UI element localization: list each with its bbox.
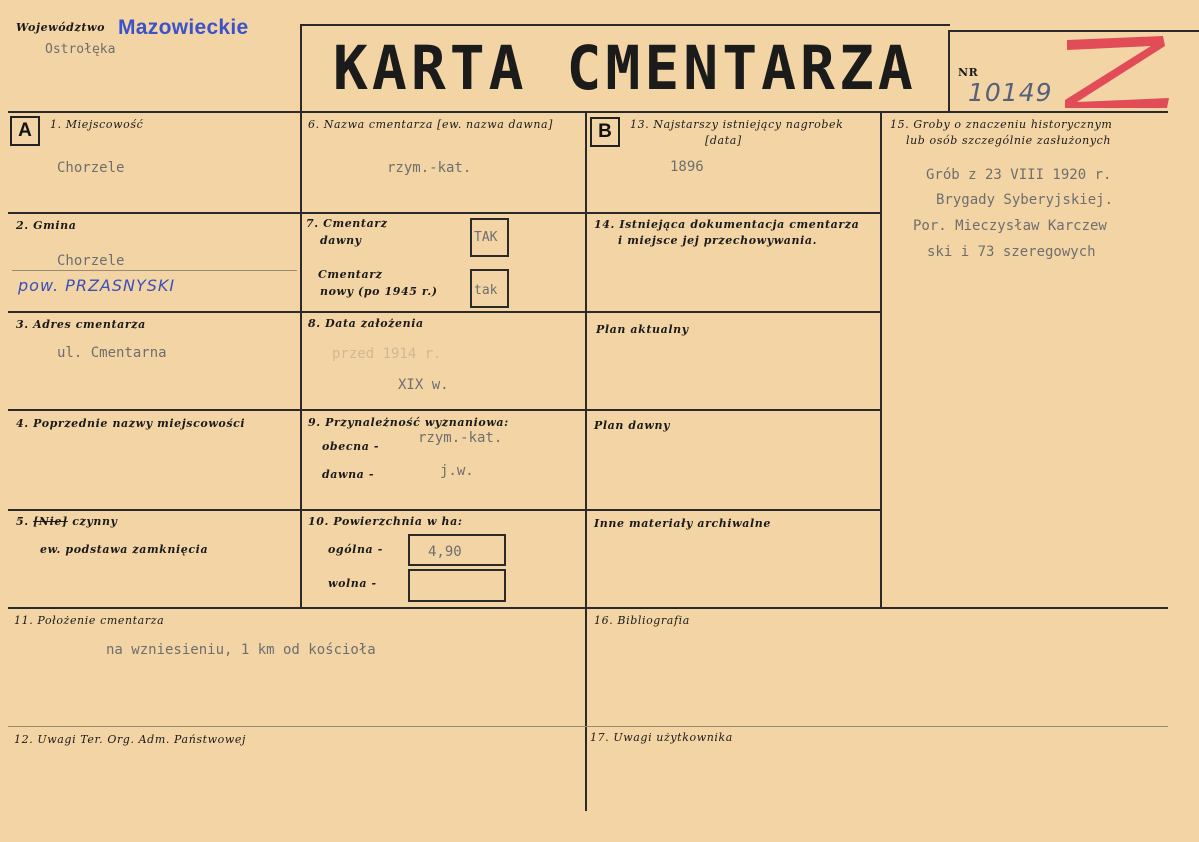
f17-label: 17. Uwagi użytkownika <box>590 731 733 744</box>
f7-value-a: TAK <box>474 230 498 245</box>
nr-box-left <box>948 30 950 111</box>
f2-label: 2. Gmina <box>16 219 77 232</box>
f11-value: na wzniesieniu, 1 km od kościoła <box>106 642 376 658</box>
nr-label: NR <box>958 66 979 79</box>
nr-value: 10149 <box>968 78 1053 107</box>
f9-label: 9. Przynależność wyznaniowa: <box>308 416 509 429</box>
f15-label-a: 15. Groby o znaczeniu historycznym <box>890 118 1113 131</box>
f6-label: 6. Nazwa cmentarza [ew. nazwa dawna] <box>308 118 554 131</box>
row-rule-1 <box>8 212 585 214</box>
row-rule-4 <box>8 509 880 511</box>
f5-label-strike: [Nie] <box>33 515 68 528</box>
f7-label-d: nowy (po 1945 r.) <box>320 285 438 298</box>
row-rule-3 <box>8 409 880 411</box>
row-rule-5 <box>8 607 1168 609</box>
f15-line-2: Brygady Syberyjskiej. <box>936 192 1114 208</box>
f7-label-a: 7. Cmentarz <box>306 217 388 230</box>
f10-label: 10. Powierzchnia w ha: <box>308 515 463 528</box>
title-top-rule <box>300 24 950 26</box>
nr-box-top <box>948 30 1199 32</box>
wojewodztwo-typed: Ostrołęka <box>45 42 116 57</box>
header-divider <box>300 24 302 111</box>
f12-label: 12. Uwagi Ter. Org. Adm. Państwowej <box>14 733 247 746</box>
f8-value-struck: przed 1914 r. <box>332 346 442 362</box>
f15-line-4: ski i 73 szeregowych <box>927 244 1096 260</box>
col-1-divider <box>300 111 302 607</box>
row-rule-2 <box>8 311 880 313</box>
col-2-divider <box>585 111 587 811</box>
f3-label: 3. Adres cmentarza <box>16 318 146 331</box>
f13-label-b: [data] <box>705 134 742 147</box>
f2-powiat-handwritten: pow. PRZASNYSKI <box>18 276 176 295</box>
f9-obecna-label: obecna - <box>322 440 380 453</box>
f1-label: 1. Miejscowość <box>50 118 144 131</box>
gmina-sub-rule <box>12 270 297 271</box>
f14-inne: Inne materiały archiwalne <box>594 517 771 530</box>
f14-plan-dawny: Plan dawny <box>594 419 671 432</box>
f5-label-rest: czynny <box>72 515 118 528</box>
f5-sub: ew. podstawa zamknięcia <box>40 543 209 556</box>
section-a-marker: A <box>10 116 40 146</box>
f3-value: ul. Cmentarna <box>57 345 167 361</box>
f7-value-b: tak <box>474 283 498 298</box>
f14-plan-aktualny: Plan aktualny <box>596 323 689 336</box>
f5-label: 5. [Nie] czynny <box>16 515 118 528</box>
f11-label: 11. Położenie cmentarza <box>14 614 165 627</box>
f7-label-b: dawny <box>320 234 362 247</box>
f10-wolna-box <box>408 569 506 602</box>
f14-label-a: 14. Istniejąca dokumentacja cmentarza <box>594 218 860 231</box>
section-b-marker: B <box>590 117 620 147</box>
f7-label-c: Cmentarz <box>318 268 383 281</box>
f9-obecna-value: rzym.-kat. <box>418 430 503 446</box>
f1-value: Chorzele <box>57 160 125 176</box>
f13-value: 1896 <box>670 159 704 175</box>
f8-label: 8. Data założenia <box>308 317 424 330</box>
f14-label-b: i miejsce jej przechowywania. <box>618 234 818 247</box>
category-mark-z-icon <box>1063 32 1173 112</box>
f4-label: 4. Poprzednie nazwy miejscowości <box>16 417 246 430</box>
f10-wolna-label: wolna - <box>328 577 377 590</box>
f15-label-b: lub osób szczególnie zasłużonych <box>906 134 1112 147</box>
f15-line-1: Grób z 23 VIII 1920 r. <box>926 167 1112 183</box>
wojewodztwo-stamp: Mazowieckie <box>118 16 249 39</box>
row-rule-6 <box>8 726 1168 727</box>
f8-value: XIX w. <box>398 377 449 393</box>
main-top-rule <box>8 111 1168 113</box>
row-rule-1b <box>587 212 880 214</box>
card-title: KARTA CMENTARZA <box>333 32 917 104</box>
f2-value: Chorzele <box>57 253 125 269</box>
f13-label-a: 13. Najstarszy istniejący nagrobek <box>630 118 844 131</box>
f16-label: 16. Bibliografia <box>594 614 690 627</box>
f6-value: rzym.-kat. <box>387 160 472 176</box>
col-3-divider <box>880 111 882 607</box>
f9-dawna-label: dawna - <box>322 468 375 481</box>
f9-dawna-value: j.w. <box>440 463 474 479</box>
wojewodztwo-label: Województwo <box>16 21 106 34</box>
f10-ogolna-label: ogólna - <box>328 543 383 556</box>
f15-line-3: Por. Mieczysław Karczew <box>913 218 1107 234</box>
f10-ogolna-value: 4,90 <box>428 544 462 560</box>
